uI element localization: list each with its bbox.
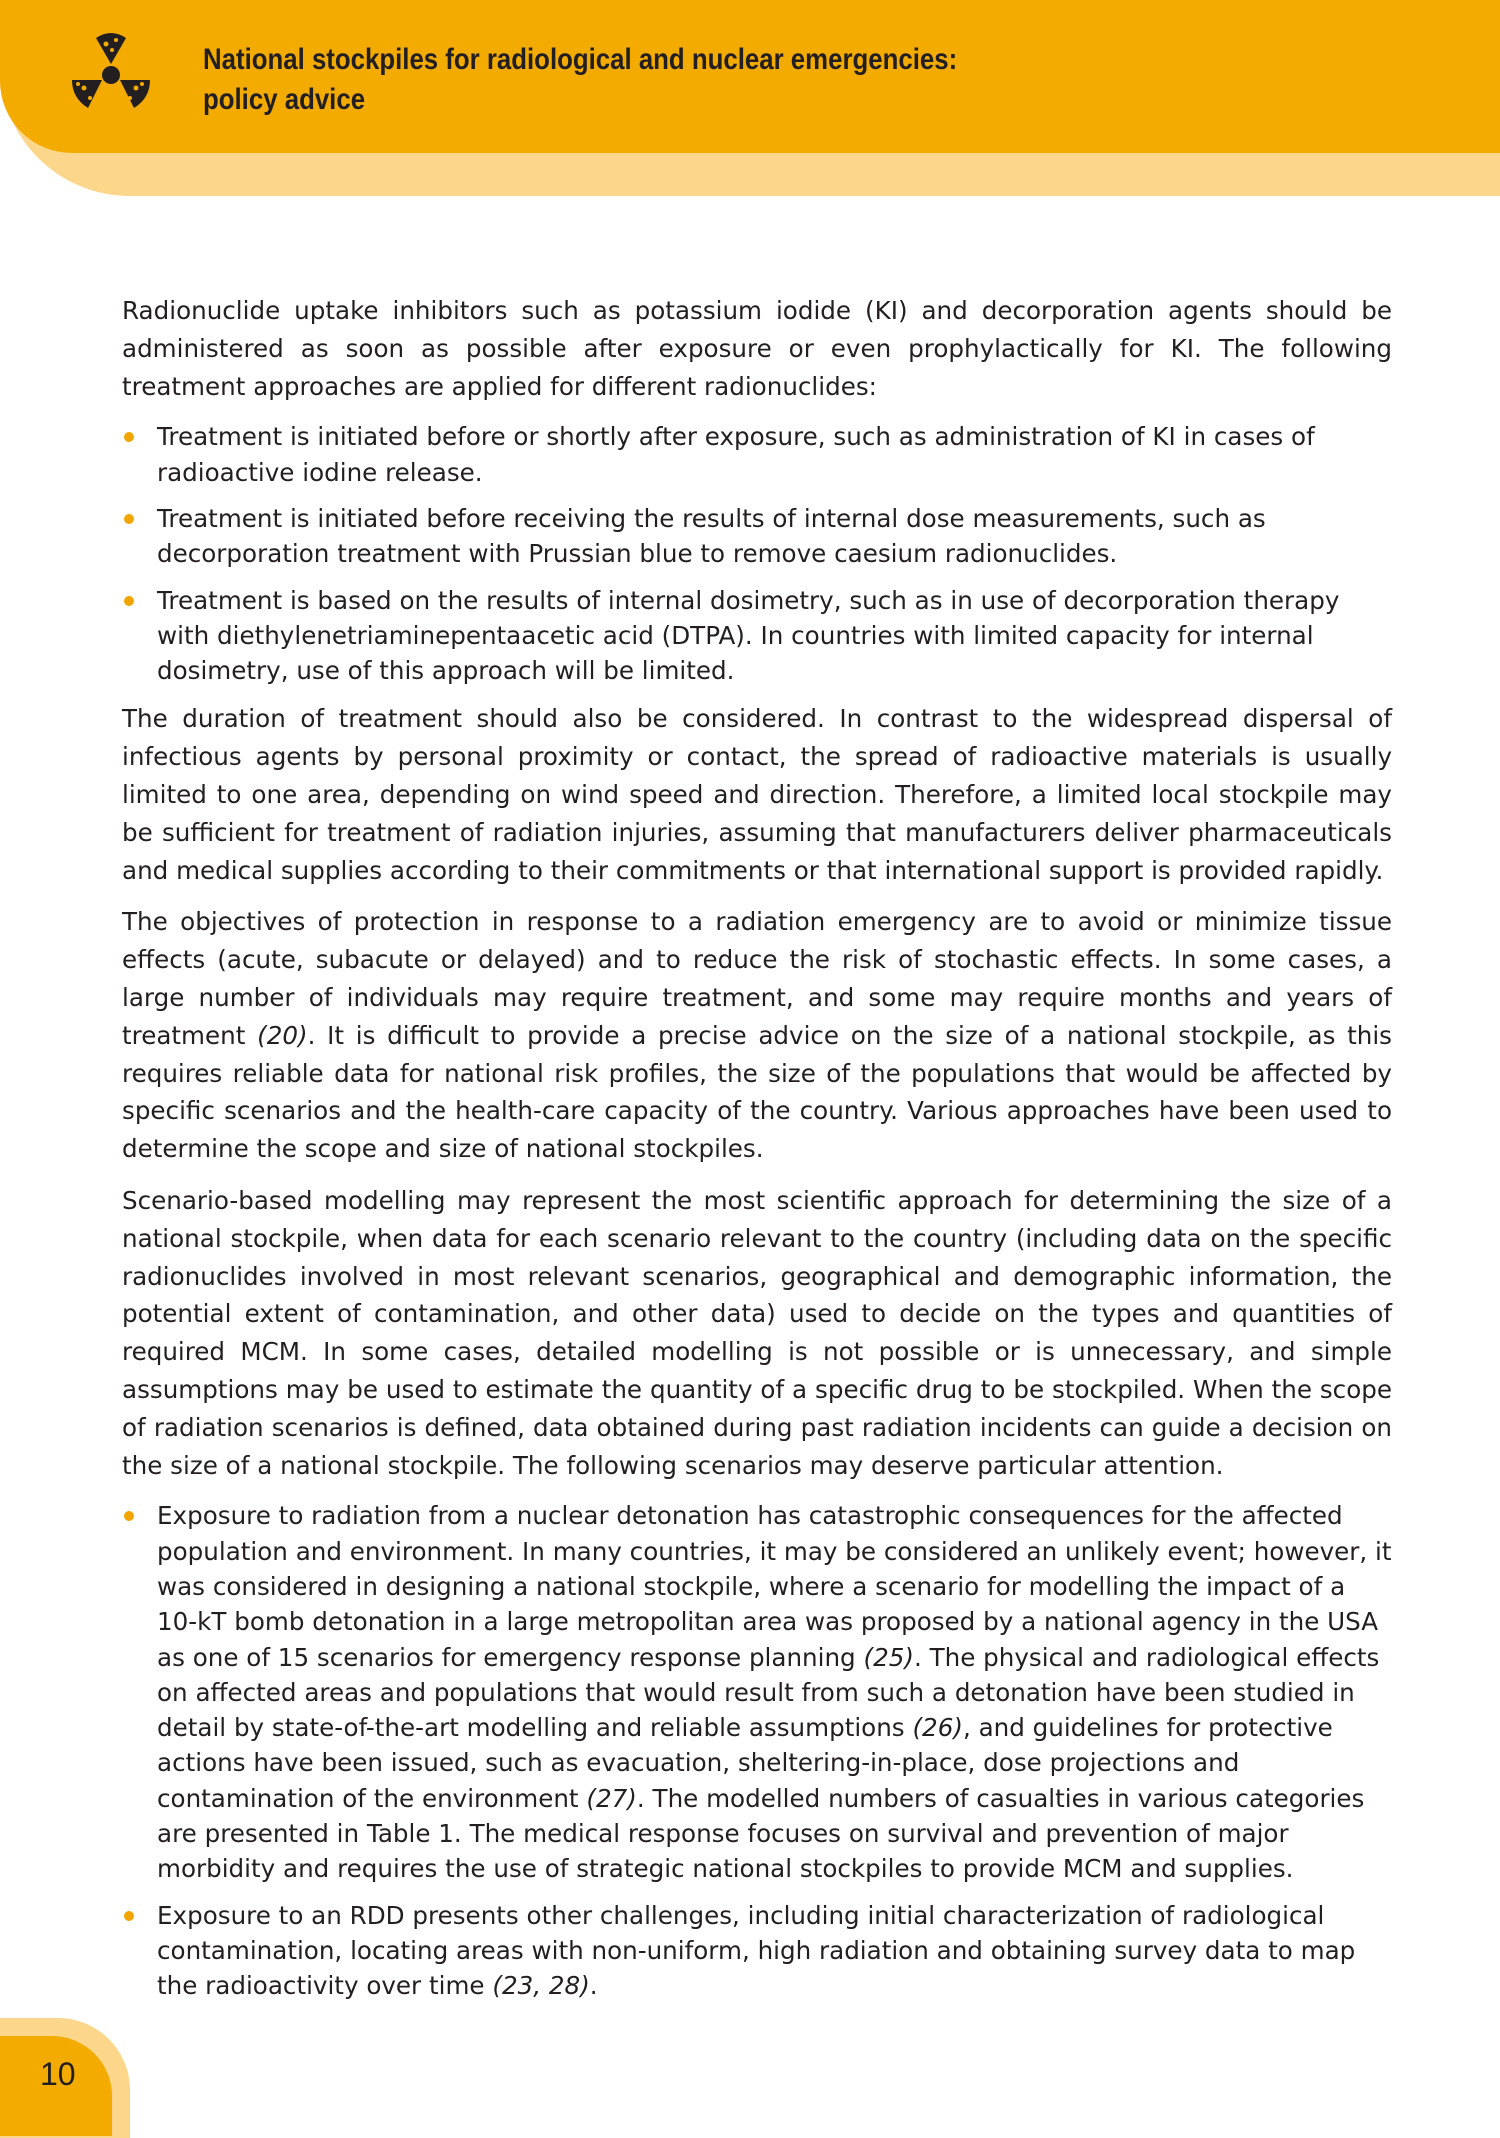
- reference: (25): [863, 1642, 914, 1672]
- list-item: Treatment is based on the results of internal dosimetry, such as in use of decorporation therapy with diethylenetriaminepentaacetic acid (DTPA). In countries with limited capacity for internal dosimetry, use of this approach will be limited.: [122, 583, 1392, 689]
- radiation-trefoil-icon: [56, 20, 166, 130]
- list-item: Exposure to an RDD presents other challenges, including initial characterization of radiological contamination, locating areas with non-uniform, high radiation and obtaining survey data to map the radioactivity over time (23, 28).: [122, 1898, 1392, 2004]
- bullet-icon: [124, 514, 134, 524]
- list-item: Exposure to radiation from a nuclear detonation has catastrophic consequences for the affected population and environment. In many countries, it may be considered an unlikely event; however, it was considered in designing a national stockpile, where a scenario for modelling the impact of a 10-kT bomb detonation in a large metropolitan area was proposed by a national agency in the USA as one of 15 scenarios for emergency response planning (25). The physical and radiological effects on affected areas and populations that would result from such a detonation have been studied in detail by state-of-the-art modelling and reliable assumptions (26), and guidelines for protective actions have been issued, such as evacuation, sheltering-in-place, dose projections and contamination of the environment (27). The modelled numbers of casualties in various categories are presented in Table 1. The medical response focuses on survival and prevention of major morbidity and requires the use of strategic national stockpiles to provide MCM and supplies.: [122, 1498, 1392, 1886]
- bullet-icon: [124, 596, 134, 606]
- reference: (27): [586, 1783, 637, 1813]
- list-item: Treatment is initiated before receiving the results of internal dose measurements, such as decorporation treatment with Prussian blue to remove caesium radionuclides.: [122, 501, 1392, 572]
- header-title-line2: policy advice: [203, 83, 366, 116]
- main-text: [122, 292, 1392, 2016]
- reference: (23, 28): [492, 1971, 590, 2001]
- paragraph: Radionuclide uptake inhibitors such as potassium iodide (KI) and decorporation agents should be administered as soon as possible after exposure or even prophylactically for KI. The following treatment approaches are applied for different radionuclides:: [122, 296, 1392, 401]
- bullet-icon: [124, 1911, 134, 1921]
- treatment-approaches-list: [122, 419, 1392, 688]
- header-title-line1: National stockpiles for radiological and nuclear emergencies:: [203, 43, 958, 76]
- page-number: 10: [40, 2056, 76, 2092]
- scenarios-list: [122, 1498, 1392, 2003]
- bullet-icon: [124, 1511, 134, 1521]
- paragraph: The duration of treatment should also be considered. In contrast to the widespread dispersal of infectious agents by personal proximity or contact, the spread of radioactive materials is usually limited to one area, depending on wind speed and direction. Therefore, a limited local stockpile may be sufficient for treatment of radiation injuries, assuming that manufacturers deliver pharmaceuticals and medical supplies according to their commitments or that international support is provided rapidly.: [122, 704, 1392, 885]
- paragraph: Scenario-based modelling may represent the most scientific approach for determining the size of a national stockpile, when data for each scenario relevant to the country (including data on the specific radionuclides involved in most relevant scenarios, geographical and demographic information, the potential extent of contamination, and other data) used to decide on the types and quantities of required MCM. In some cases, detailed modelling is not possible or is unnecessary, and simple assumptions may be used to estimate the quantity of a specific drug to be stockpiled. When the scope of radiation scenarios is defined, data obtained during past radiation incidents can guide a decision on the size of a national stockpile. The following scenarios may deserve particular attention.: [122, 1186, 1392, 1480]
- header-title: [203, 40, 1235, 120]
- paragraph: The objectives of protection in response to a radiation emergency are to avoid or minimize tissue effects (acute, subacute or delayed) and to reduce the risk of stochastic effects. In some cases, a large number of individuals may require treatment, and some may require months and years of treatment (20). It is difficult to provide a precise advice on the size of a national stockpile, as this requires reliable data for national risk profiles, the size of the populations that would be affected by specific scenarios and the health-care capacity of the country. Various approaches have been used to determine the scope and size of national stockpiles.: [122, 907, 1392, 1164]
- reference: (26): [912, 1713, 963, 1743]
- bullet-icon: [124, 432, 134, 442]
- reference: (20): [257, 1020, 308, 1050]
- list-item: Treatment is initiated before or shortly after exposure, such as administration of KI in cases of radioactive iodine release.: [122, 419, 1392, 490]
